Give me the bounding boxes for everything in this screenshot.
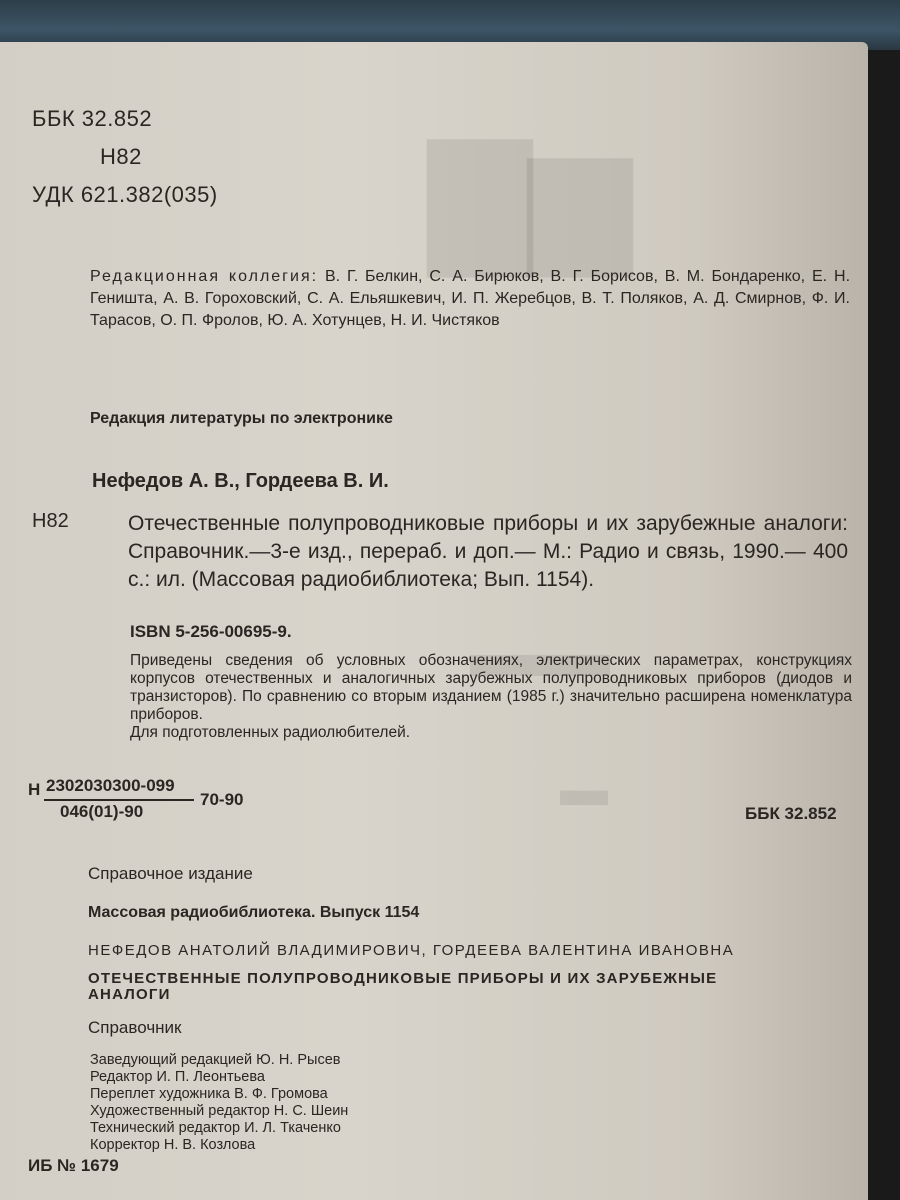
series-title: Массовая радиобиблиотека. Выпуск 1154 [88,904,420,921]
formula-fraction-line [44,799,194,801]
credit-line: Корректор Н. В. Козлова [90,1137,256,1153]
show-through-shape: ▇▆ [430,125,630,271]
credit-line: Художественный редактор Н. С. Шеин [90,1103,349,1119]
formula-letter: Н [28,780,41,799]
title-caps-line-2: АНАЛОГИ [88,986,171,1003]
title-caps-line-1: ОТЕЧЕСТВЕННЫЕ ПОЛУПРОВОДНИКОВЫЕ ПРИБОРЫ И ИХ ЗАРУБЕЖНЫЕ [88,970,718,987]
publication-type: Справочник [88,1018,182,1037]
annotation [130,652,852,742]
isbn: ISBN 5-256-00695-9. [130,622,292,641]
editorial-board [90,266,850,332]
credit-line: Переплет художника В. Ф. Громова [90,1086,328,1102]
annotation-audience: Для подготовленных радиолюбителей. [130,724,411,741]
credit-line: Заведующий редакцией Ю. Н. Рысев [90,1052,341,1068]
bibliographic-description: Отечественные полупроводниковые приборы и их зарубежные аналоги: Справочник.—3-е изд., перераб. и доп.— М.: Радио и связь, 1990.— 400 с.: ил. (Массовая радиобиблиотека; Вып. 1154). [128,512,848,591]
show-through-shape: ▬▬ [470,613,610,691]
authors-heading: Нефедов А. В., Гордеева В. И. [92,470,389,492]
credits-list [90,1052,348,1154]
formula-numerator: 2302030300-099 [46,776,175,795]
annotation-paragraph: Приведены сведения об условных обозначениях, электрических параметрах, конструкциях корпусов отечественных и аналогичных зарубежных полупроводниковых приборов (диодов и транзисторов). По сравнению со вторым изданием (1985 г.) значительно расширена номенклатура приборов. [130,652,852,723]
ib-number: ИБ № 1679 [28,1156,119,1175]
author-mark: Н82 [100,144,142,169]
bbk-index: ББК 32.852 [32,106,153,131]
formula-denominator: 046(01)-90 [60,802,144,821]
book-page [0,42,868,1200]
editorial-board-lead: Редакционная коллегия: [90,268,319,285]
udk-index: УДК 621.382(035) [32,182,218,207]
credit-line: Редактор И. П. Леонтьева [90,1069,265,1085]
editorial-office: Редакция литературы по электронике [90,410,393,427]
credit-line: Технический редактор И. Л. Ткаченко [90,1120,341,1136]
editorial-board-members: В. Г. Белкин, С. А. Бирюков, В. Г. Борисов, В. М. Бондаренко, Е. Н. Геништа, А. В. Гороховский, С. А. Ельяшкевич, И. П. Жеребцов, В. Т. Поляков, А. Д. Смирнов, Ф. И. Тарасов, О. П. Фролов, Ю. А. Хотунцев, Н. И. Чистяков [90,268,851,329]
authors-full-names: НЕФЕДОВ АНАТОЛИЙ ВЛАДИМИРОВИЧ, ГОРДЕЕВА ВАЛЕНТИНА ИВАНОВНА [88,942,735,959]
show-through-shape: ▬ [560,763,608,816]
bbk-index-bottom: ББК 32.852 [745,804,837,823]
publication-kind: Справочное издание [88,864,253,883]
entry-author-mark: Н82 [32,510,69,532]
formula-suffix: 70-90 [200,790,244,809]
